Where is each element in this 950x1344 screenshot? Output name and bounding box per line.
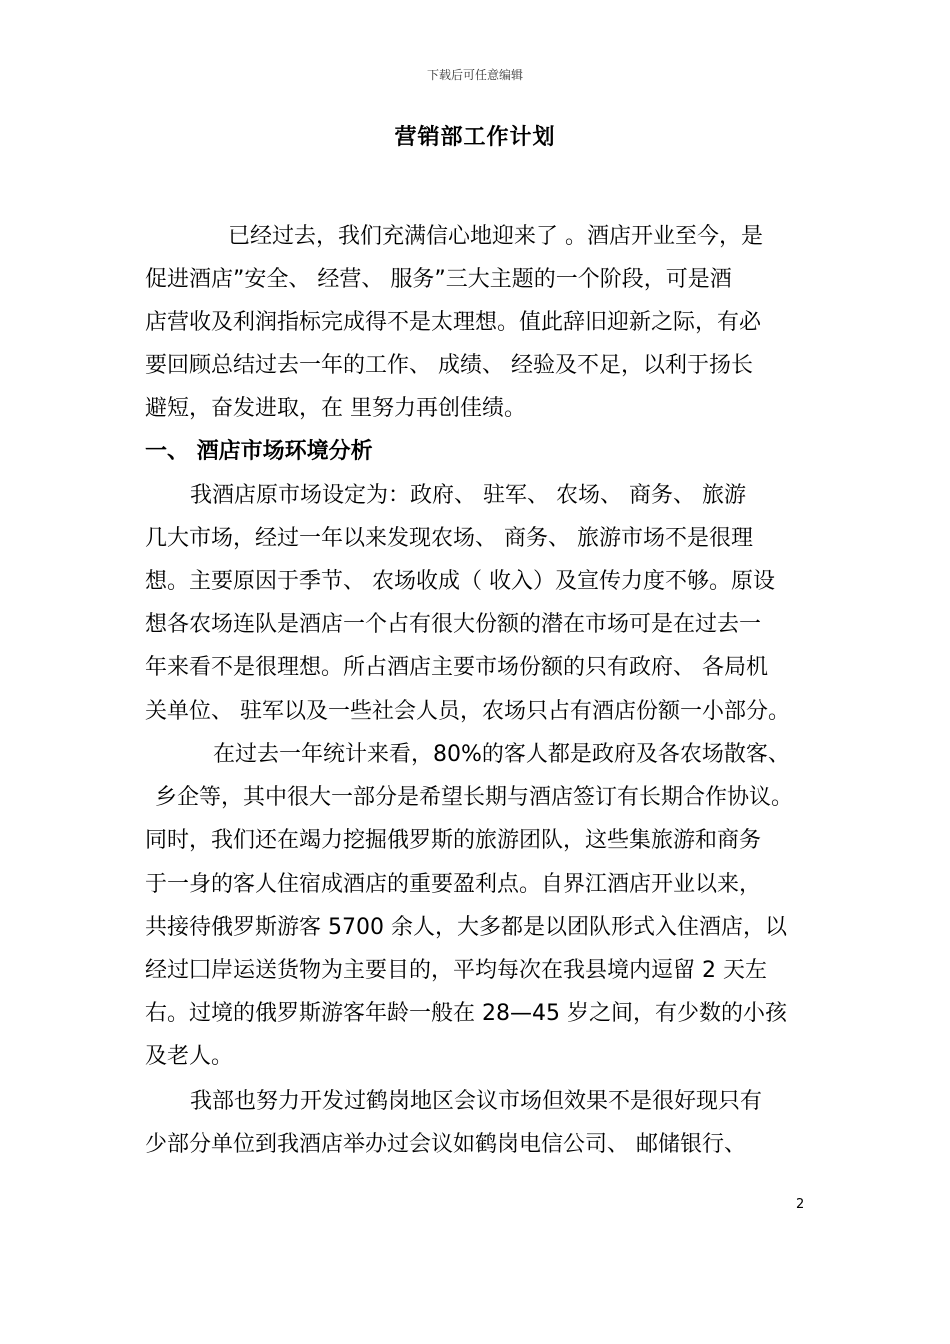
page-header-note: 下载后可任意编辑 [426, 68, 523, 82]
paragraph-3-line-1: 在过去一年统计来看，80%的客人都是政府及各农场散客、 [213, 742, 790, 767]
paragraph-3-line-4: 于一身的客人住宿成酒店的重要盈利点。自界江酒店开业以来， [145, 872, 762, 897]
paragraph-1-line-2: 促进酒店”安全、 经营、 服务”三大主题的一个阶段，可是酒 [145, 267, 732, 292]
paragraph-2-line-1: 我酒店原市场设定为：政府、 驻军、 农场、 商务、 旅游 [190, 483, 746, 508]
paragraph-1-line-3: 店营收及利润指标完成得不是太理想。值此辞旧迎新之际，有必 [145, 310, 762, 335]
paragraph-1-line-1: 已经过去，我们充满信心地迎来了 。酒店开业至今，是 [228, 224, 763, 249]
paragraph-3-line-5: 共接待俄罗斯游客 5700 余人，大多都是以团队形式入住酒店，以 [145, 915, 787, 940]
paragraph-2-line-5: 年来看不是很理想。所占酒店主要市场份额的只有政府、 各局机 [145, 655, 768, 680]
paragraph-3-line-2: 乡企等，其中很大一部分是希望长期与酒店签订有长期合作协议。 [155, 785, 794, 810]
paragraph-2-line-6: 关单位、 驻军以及一些社会人员，农场只占有酒店份额一小部分。 [145, 699, 790, 724]
paragraph-3-line-8: 及老人。 [145, 1044, 234, 1069]
paragraph-4-line-2: 少部分单位到我酒店举办过会议如鹤岗电信公司、 邮储银行、 [145, 1132, 746, 1157]
page-number: 2 [796, 1197, 805, 1212]
paragraph-3-line-6: 经过囗岸运送货物为主要目的，平均每次在我县境内逗留 2 天左 [145, 958, 767, 983]
document-title: 营销部工作计划 [394, 125, 556, 150]
paragraph-1-line-5: 避短，奋发进取，在 里努力再创佳绩。 [145, 396, 526, 421]
paragraph-3-line-7: 右。过境的俄罗斯游客年龄一般在 28—45 岁之间，有少数的小孩 [145, 1001, 787, 1026]
section-1-heading: 一、 酒店市场环境分析 [145, 439, 373, 464]
paragraph-2-line-4: 想各农场连队是酒店一个占有很大份额的潜在市场可是在过去一 [145, 612, 762, 637]
paragraph-4-line-1: 我部也努力开发过鹤岗地区会议市场但效果不是很好现只有 [190, 1089, 763, 1114]
paragraph-1-line-4: 要回顾总结过去一年的工作、 成绩、 经验及不足，以利于扬长 [145, 353, 753, 378]
paragraph-2-line-2: 几大市场，经过一年以来发现农场、 商务、 旅游市场不是很理 [145, 526, 753, 551]
paragraph-3-line-3: 同时，我们还在竭力挖掘俄罗斯的旅游团队，这些集旅游和商务 [145, 828, 762, 853]
paragraph-2-line-3: 想。主要原因于季节、 农场收成（ 收入）及宣传力度不够。原设 [145, 569, 775, 594]
